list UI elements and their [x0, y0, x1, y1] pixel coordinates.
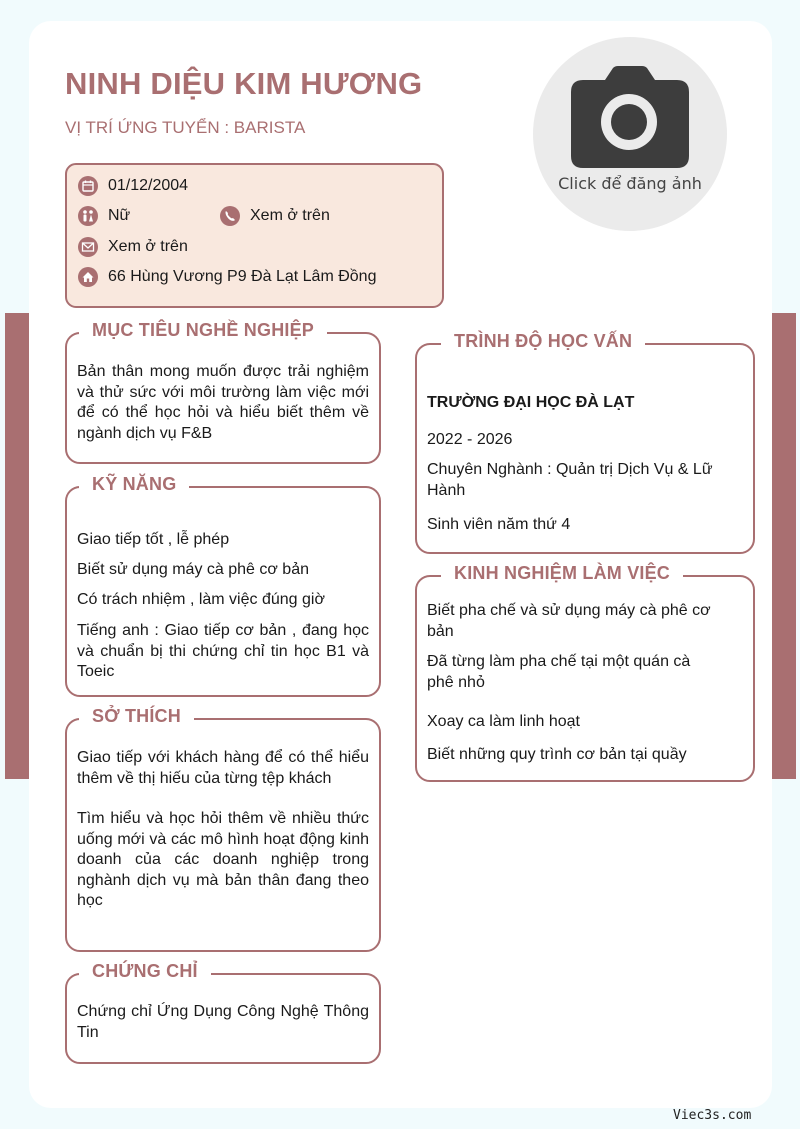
phone-row [220, 206, 330, 226]
skill-item: Giao tiếp tốt , lễ phép [77, 531, 230, 548]
skills-section [65, 474, 381, 697]
left-accent-band [5, 313, 29, 779]
photo-label: Click để đăng ảnh [558, 174, 702, 193]
address-value: 66 Hùng Vương P9 Đà Lạt Lâm Đồng [108, 268, 377, 285]
email-row [78, 237, 188, 257]
email-value: Xem ở trên [108, 238, 188, 255]
email-icon [78, 237, 98, 257]
candidate-name: NINH DIỆU KIM HƯƠNG [65, 66, 423, 101]
objective-section [65, 320, 381, 464]
photo-upload[interactable] [533, 37, 727, 231]
education-status: Sinh viên năm thứ 4 [427, 516, 571, 533]
hobbies-title: SỞ THÍCH [79, 706, 194, 727]
skill-item: Biết sử dụng máy cà phê cơ bản [77, 561, 309, 578]
home-icon [78, 267, 98, 287]
education-years: 2022 - 2026 [427, 431, 513, 448]
school-name: TRƯỜNG ĐẠI HỌC ĐÀ LẠT [427, 394, 635, 411]
phone-icon [220, 206, 240, 226]
calendar-icon [78, 176, 98, 196]
address-row [78, 267, 376, 287]
gender-row [78, 206, 130, 226]
education-title: TRÌNH ĐỘ HỌC VẤN [441, 331, 645, 352]
hobby-item: Tìm hiểu và học hỏi thêm về nhiều thức uống mới và các mô hình hoạt động kinh doanh của các doanh nghiệp trong nghành dịch vụ mà bản thân đang theo học [77, 810, 369, 909]
skill-item: Có trách nhiệm , làm việc đúng giờ [77, 591, 325, 608]
birthday-row [78, 176, 188, 196]
footer-brand: Viec3s.com [673, 1108, 752, 1123]
skills-title: KỸ NĂNG [79, 474, 189, 495]
certificate-text: Chứng chỉ Ứng Dụng Công Nghệ Thông Tin [77, 1003, 369, 1041]
certificates-section [65, 961, 381, 1064]
personal-info-card [65, 163, 444, 308]
objective-title: MỤC TIÊU NGHỀ NGHIỆP [79, 320, 327, 341]
certificates-title: CHỨNG CHỈ [79, 961, 211, 982]
education-section [415, 331, 755, 554]
education-major: Chuyên Nghành : Quản trị Dịch Vụ & Lữ Hành [427, 461, 713, 499]
camera-icon [571, 66, 689, 168]
experience-item: Xoay ca làm linh hoạt [427, 713, 580, 730]
gender-value: Nữ [108, 207, 131, 224]
experience-item: Đã từng làm pha chế tại một quán cà phê nhỏ [427, 653, 691, 691]
experience-section [415, 563, 755, 782]
hobbies-section [65, 706, 381, 952]
right-accent-band [772, 313, 796, 779]
skill-item: Tiếng anh : Giao tiếp cơ bản , đang học và chuẩn bị thi chứng chỉ tin học B1 và Toeic [77, 622, 369, 680]
experience-item: Biết pha chế và sử dụng máy cà phê cơ bản [427, 602, 711, 640]
objective-text: Bản thân mong muốn được trải nghiệm và thử sức với môi trường làm việc mới để có thể học hỏi và hiểu biết thêm về ngành dịch vụ F&B [77, 363, 369, 442]
experience-item: Biết những quy trình cơ bản tại quầy [427, 746, 687, 763]
birthday-value: 01/12/2004 [108, 177, 189, 194]
phone-value: Xem ở trên [250, 207, 330, 224]
gender-icon [78, 206, 98, 226]
position-title: VỊ TRÍ ỨNG TUYỂN : BARISTA [65, 118, 306, 137]
hobby-item: Giao tiếp với khách hàng để có thể hiểu thêm về thị hiếu của từng tệp khách [77, 749, 369, 787]
experience-title: KINH NGHIỆM LÀM VIỆC [441, 563, 683, 584]
